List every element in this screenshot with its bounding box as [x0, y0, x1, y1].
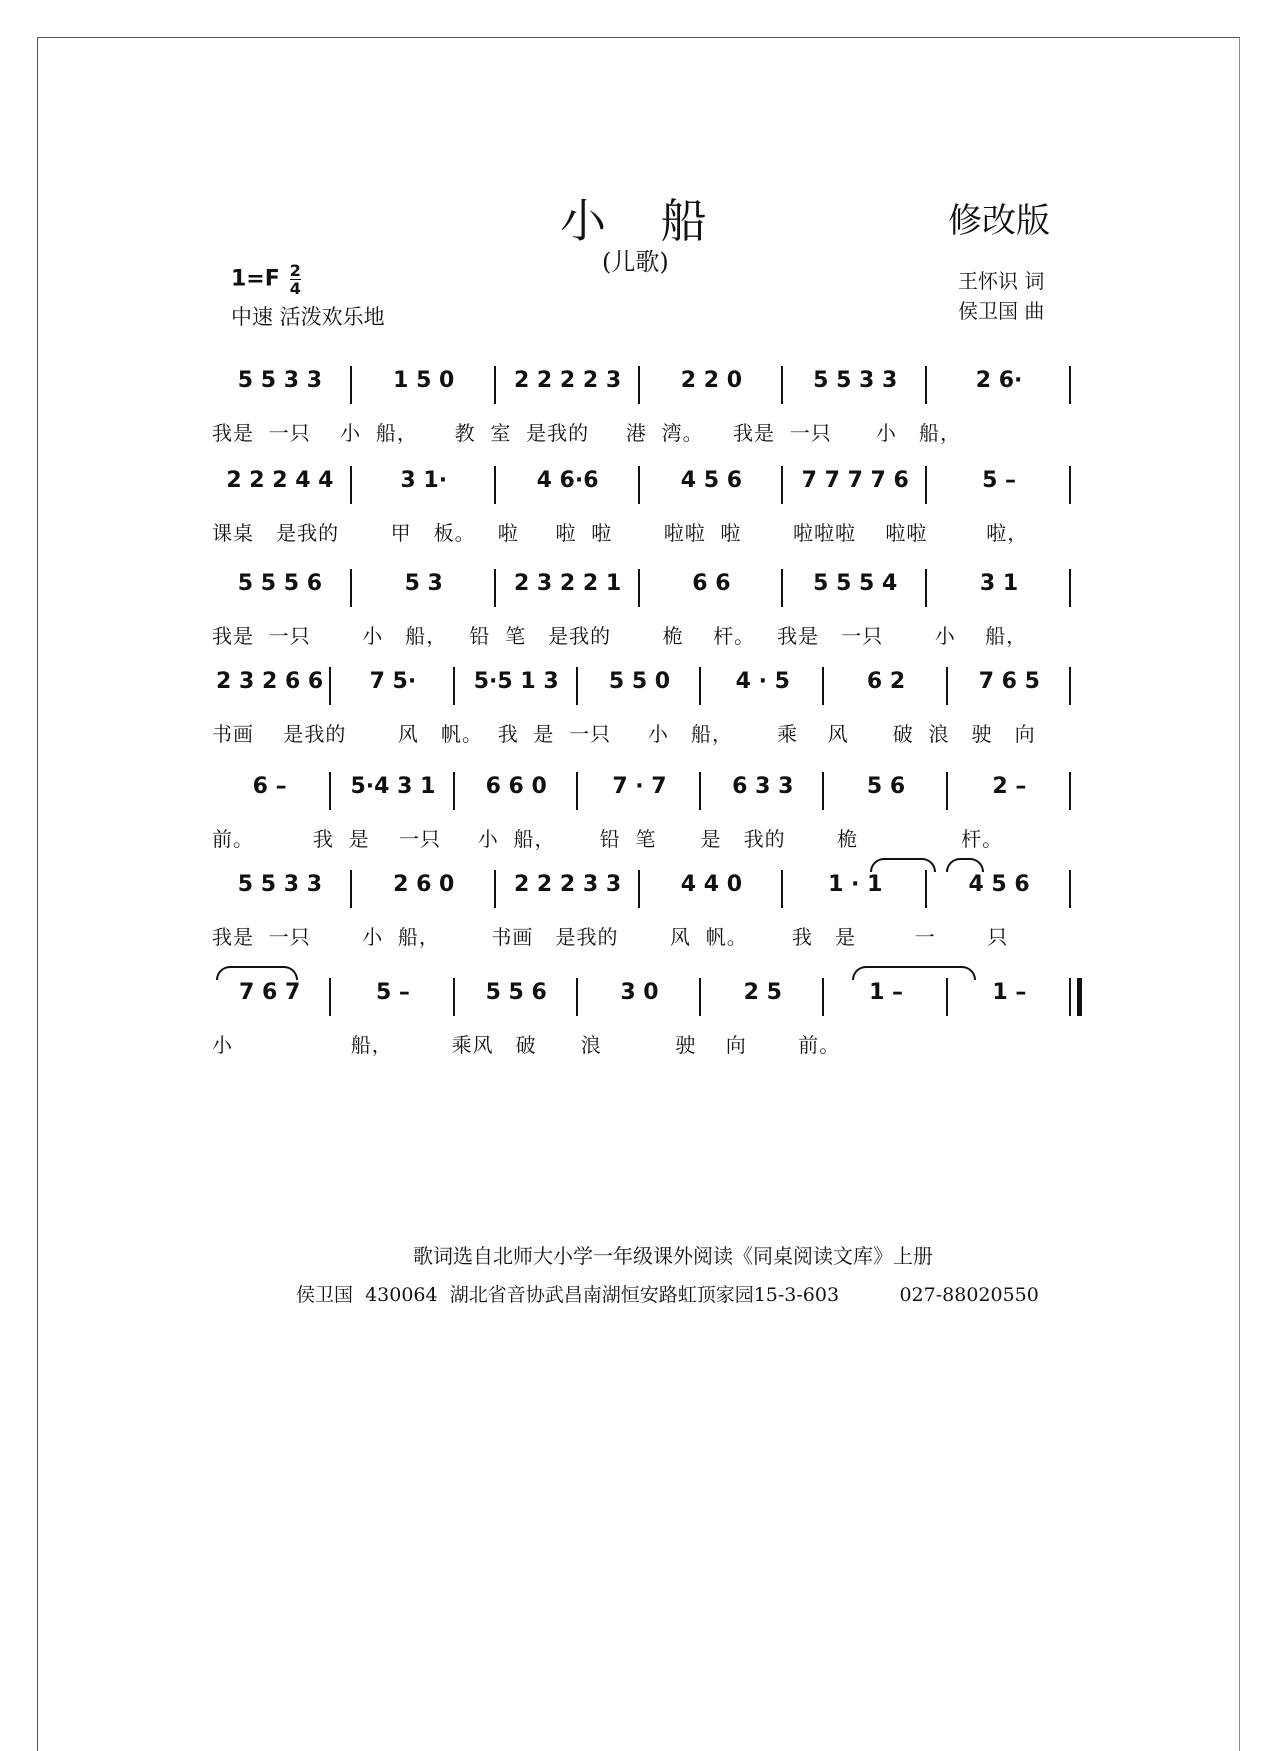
- notation-row: [0, 866, 1272, 912]
- barline: [822, 667, 824, 705]
- measure: 2 2 2 4 4: [226, 468, 334, 493]
- barline: [781, 366, 783, 404]
- barline: [781, 466, 783, 504]
- measure: 4 5 6: [680, 468, 743, 493]
- barline: [925, 366, 927, 404]
- barline: [329, 667, 331, 705]
- measure: 5 5 6: [485, 980, 547, 1005]
- measure: 4 6·6: [536, 468, 599, 493]
- slur-mark: [870, 858, 936, 872]
- measure: 6 2: [866, 669, 906, 694]
- barline: [699, 667, 701, 705]
- measure: 5 5 5 4: [813, 571, 898, 596]
- slur-mark: [216, 966, 298, 980]
- barline: [494, 870, 496, 908]
- barline: [1069, 466, 1071, 504]
- measure: 7 6 7: [239, 980, 301, 1005]
- barline: [1069, 569, 1071, 607]
- measure: 5 5 3 3: [813, 368, 898, 393]
- barline: [925, 466, 927, 504]
- notation-row: [0, 663, 1272, 709]
- measure: 7 · 7: [612, 774, 667, 799]
- lyric-line: 我是 一只 小 船， 铅 笔 是我的 桅 杆。 我是 一只 小 船，: [212, 624, 1028, 648]
- measure: 6 –: [252, 774, 287, 799]
- lyricist-credit: 王怀识 词: [958, 269, 1045, 293]
- measure: 4 4 0: [680, 872, 743, 897]
- barline: [1069, 870, 1071, 908]
- barline: [350, 569, 352, 607]
- barline: [453, 667, 455, 705]
- barline: [1069, 978, 1071, 1016]
- footer-source: 歌词选自北师大小学一年级课外阅读《同桌阅读文库》上册: [413, 1244, 933, 1268]
- barline: [576, 978, 578, 1016]
- version-label: 修改版: [948, 201, 1050, 241]
- time-numerator: 2: [289, 261, 301, 280]
- measure: 7 6 5: [978, 669, 1040, 694]
- measure: 2 6·: [975, 368, 1023, 393]
- measure: 4 · 5: [735, 669, 790, 694]
- barline: [822, 978, 824, 1016]
- notation-row: [0, 565, 1272, 611]
- time-denominator: 4: [289, 279, 301, 298]
- notation-row: [0, 462, 1272, 508]
- measure: 3 1: [979, 571, 1019, 596]
- measure: 5 5 5 6: [237, 571, 323, 596]
- lyric-line: 课桌 是我的 甲 板。 啦 啦 啦 啦啦 啦 啦啦啦 啦啦 啦，: [212, 521, 1029, 545]
- measure: 7 5·: [369, 669, 417, 694]
- measure: 4 5 6: [968, 872, 1030, 897]
- barline: [494, 366, 496, 404]
- key-signature: [231, 262, 301, 297]
- measure: 2 5: [743, 980, 782, 1005]
- barline: [576, 772, 578, 810]
- barline: [925, 569, 927, 607]
- measure: 6 6 0: [485, 774, 547, 799]
- barline: [781, 569, 783, 607]
- measure: 2 2 2 3 3: [513, 872, 622, 897]
- lyric-line: 小 船， 乘风 破 浪 驶 向 前。: [212, 1033, 841, 1057]
- barline: [699, 772, 701, 810]
- barline: [350, 870, 352, 908]
- measure: 1 5 0: [393, 368, 455, 393]
- measure: 5 3: [404, 571, 443, 596]
- barline: [822, 772, 824, 810]
- measure: 1 · 1: [828, 872, 883, 897]
- barline: [350, 366, 352, 404]
- barline: [350, 466, 352, 504]
- barline: [453, 978, 455, 1016]
- barline: [781, 870, 783, 908]
- time-signature: [290, 262, 301, 297]
- tempo-marking: 中速 活泼欢乐地: [231, 305, 385, 329]
- measure: 2 2 2 2 3: [513, 368, 622, 393]
- barline: [453, 772, 455, 810]
- barline: [329, 772, 331, 810]
- barline: [946, 667, 948, 705]
- barline: [329, 978, 331, 1016]
- measure: 5·4 3 1: [350, 774, 436, 799]
- barline: [699, 978, 701, 1016]
- measure: 6 3 3: [732, 774, 794, 799]
- barline: [946, 978, 948, 1016]
- barline: [946, 772, 948, 810]
- measure: 5 5 0: [608, 669, 671, 694]
- measure: 6 6: [692, 571, 731, 596]
- measure: 5 –: [982, 468, 1017, 493]
- final-barline: [1077, 978, 1082, 1016]
- barline: [638, 466, 640, 504]
- barline: [925, 870, 927, 908]
- barline: [638, 870, 640, 908]
- footer-contact: 侯卫国 430064 湖北省音协武昌南湖恒安路虹顶家园15-3-603 027-88020550: [296, 1284, 1039, 1306]
- barline: [576, 667, 578, 705]
- barline: [1069, 772, 1071, 810]
- measure: 1 –: [992, 980, 1027, 1005]
- measure: 7 7 7 7 6: [801, 468, 909, 493]
- measure: 2 3 2 2 1: [513, 571, 622, 596]
- measure: 2 3 2 6 6: [216, 669, 324, 694]
- barline: [638, 569, 640, 607]
- notation-row: [0, 768, 1272, 814]
- song-subtitle: (儿歌): [602, 248, 669, 276]
- measure: 5 5 3 3: [237, 872, 323, 897]
- barline: [494, 466, 496, 504]
- slur-mark: [852, 966, 976, 980]
- barline: [638, 366, 640, 404]
- notation-row: [0, 974, 1272, 1020]
- slur-mark: [946, 858, 984, 872]
- barline: [1069, 667, 1071, 705]
- measure: 5·5 1 3: [473, 669, 559, 694]
- measure: 5 5 3 3: [237, 368, 323, 393]
- song-title: 小 船: [560, 194, 727, 248]
- measure: 3 1·: [400, 468, 448, 493]
- barline: [1069, 366, 1071, 404]
- lyric-line: 我是 一只 小 船， 教 室 是我的 港 湾。 我是 一只 小 船，: [212, 421, 961, 445]
- measure: 2 2 0: [680, 368, 743, 393]
- measure: 3 0: [620, 980, 659, 1005]
- measure: 2 6 0: [393, 872, 455, 897]
- lyric-line: 我是 一只 小 船， 书画 是我的 风 帆。 我 是 一 只: [212, 925, 1009, 949]
- barline: [494, 569, 496, 607]
- measure: 5 6: [866, 774, 906, 799]
- lyric-line: 书画 是我的 风 帆。 我 是 一只 小 船， 乘 风 破 浪 驶 向: [212, 722, 1036, 746]
- measure: 2 –: [992, 774, 1027, 799]
- lyric-line: 前。 我 是 一只 小 船， 铅 笔 是 我的 桅 杆。: [212, 827, 1004, 851]
- measure: 1 –: [869, 980, 904, 1005]
- notation-row: [0, 362, 1272, 408]
- key-prefix: 1=F: [231, 266, 280, 292]
- measure: 5 –: [375, 980, 410, 1005]
- composer-credit: 侯卫国 曲: [958, 299, 1045, 323]
